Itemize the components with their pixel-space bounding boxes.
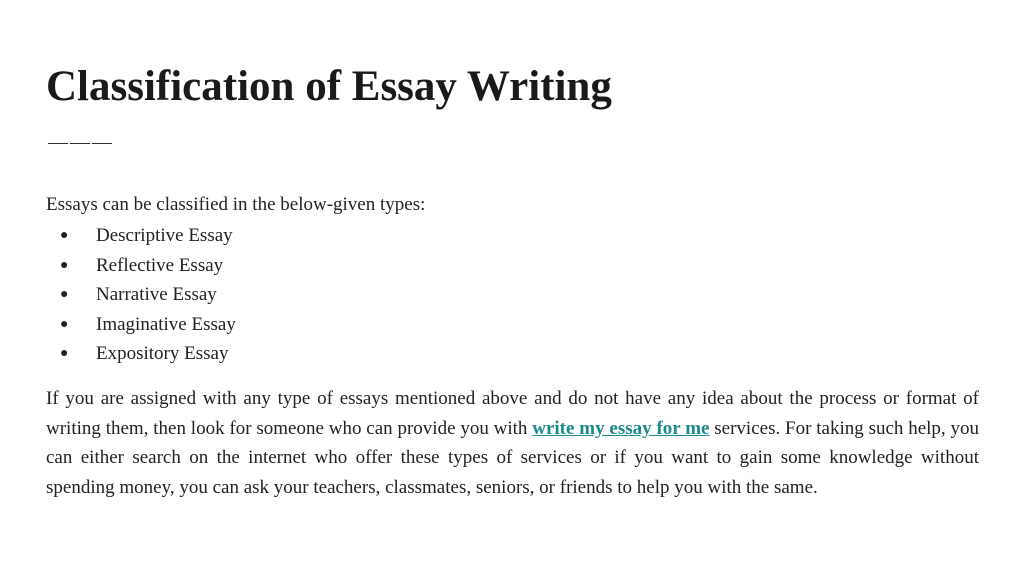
paragraph-text-before-link: If you are assigned with any type of essays mentioned above and do not have any idea about the process or format of writing them, then look for someone who can provide you with [46,388,979,439]
title-divider: ——— [48,131,114,153]
list-item-label: Imaginative Essay [96,313,236,335]
page-title: Classification of Essay Writing [46,63,612,110]
list-item [46,339,236,369]
list-item [46,310,236,340]
list-item [46,251,236,281]
intro-text: Essays can be classified in the below-given types: [46,194,426,215]
list-item-label: Expository Essay [96,343,229,364]
bullet-icon: ● [60,287,69,302]
bullet-icon: ● [60,346,69,361]
body-paragraph [46,384,979,502]
write-essay-link[interactable]: write my essay for me [532,417,710,439]
list-item [46,221,236,251]
list-item-label: Narrative Essay [96,284,217,305]
list-item-label: Reflective Essay [96,254,224,276]
bullet-icon: ● [60,228,69,243]
bullet-icon: ● [60,316,69,332]
essay-types-list [46,221,236,369]
list-item [46,280,236,310]
list-item-label: Descriptive Essay [96,225,233,246]
paragraph-text-after-link: services. For taking such help, you can either search on the internet who offer these types of services or if you want to gain some knowledge without spending money, you can ask your teachers, classmates, seniors, or friends to help you with the same. [46,417,979,498]
bullet-icon: ● [60,257,69,273]
